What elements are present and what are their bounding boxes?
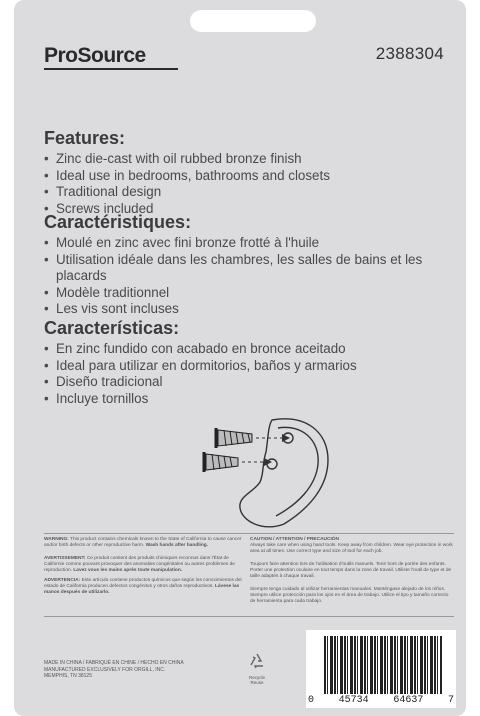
warning-fr: AVERTISSEMENT: Ce produit contient des produits chimiques reconnus dans l'État de Californie comme pouvant provoquer des anomalies congénitales ou autres problèmes de reproduction. Lavez vous les mains après toute manipulation.: [44, 556, 235, 574]
warning-es: ADVERTENCIA: Este artículo contiene productos químicos que según los conocimientos del estado de California producen defectos congénitos y otros daños reproductivos. Lávese las manos después de utilizarlo.: [44, 578, 242, 596]
list-item: • Zinc die-cast with oil rubbed bronze finish: [44, 151, 444, 168]
list-item: • Incluye tornillos: [44, 391, 444, 408]
list-item: • Utilisation idéale dans les chambres, les salles de bains et les placards: [44, 252, 444, 285]
screw-top: [216, 428, 252, 448]
list-item: • Diseño tradicional: [44, 374, 444, 391]
barcode-digits: 0 45734 64637 7: [308, 695, 454, 706]
section-title: Features:: [44, 128, 126, 148]
warning-en: WARNING: This product contains chemicals known to the State of California to cause cancer and/or birth defects or other reproductive harm. Wash hands after handling.: [44, 537, 242, 549]
barcode-bars: [324, 636, 442, 694]
product-card-back: [14, 0, 466, 716]
screw-bottom: [204, 452, 238, 472]
list-item: • En zinc fundido con acabado en bronce aceitado: [44, 341, 444, 358]
list-item: • Ideal use in bedrooms, bathrooms and closets: [44, 168, 444, 185]
list-item: • Moulé en zinc avec fini bronze frotté à l'huile: [44, 235, 444, 252]
recycle-icon: [247, 652, 267, 670]
caution-block: CAUTION / ATTENTION / PRECAUCIÓN Always take care when using hand tools. Keep away from children. Wear eye protection in work area at all times. Use correct type and size of tool for each job. Toujours faire attention lors de l'utilisation d'outils manuels. Tenir hors de portée des enfants. Porter une protection oculaire en tout temps dans la zone de travail. Utiliser l'outil de type et de taille adaptés à chaque travail. Siempre tenga cuidado al utilizar herramientas manuales. Manténgase alejado de los niños. Siempre utilice protección para los ojos en el área de trabajo. Utilice el tipo y tamaño correcto de herramienta para cada trabajo.: [250, 537, 453, 605]
section-title: Caractéristiques:: [44, 212, 192, 232]
divider: [44, 533, 454, 534]
list-item: • Les vis sont incluses: [44, 301, 444, 318]
upc-barcode: [306, 630, 456, 708]
brand-underline: [44, 68, 178, 70]
list-item: • Modèle traditionnel: [44, 285, 444, 302]
hang-hole: [190, 10, 316, 32]
list-item: • Ideal para utilizar en dormitorios, baños y armarios: [44, 358, 444, 375]
divider: [44, 616, 454, 617]
brand-logo: ProSource: [44, 44, 146, 67]
features-en: [44, 128, 444, 217]
made-in-block: MADE IN CHINA / FABRIQUÉ EN CHINE / HECHO EN CHINA MANUFACTURED EXCLUSIVELY FOR ORGILL, INC. MEMPHIS, TN 38125: [44, 660, 184, 679]
section-title: Características:: [44, 318, 180, 338]
sku-number: 2388304: [375, 44, 444, 63]
features-es: [44, 318, 444, 407]
recycle-logo: Recycle Reuse: [242, 652, 272, 685]
list-item: • Traditional design: [44, 184, 444, 201]
list-item: • Screws included: [44, 201, 444, 218]
hook-installation-drawing: [202, 412, 332, 532]
features-fr: [44, 212, 444, 318]
